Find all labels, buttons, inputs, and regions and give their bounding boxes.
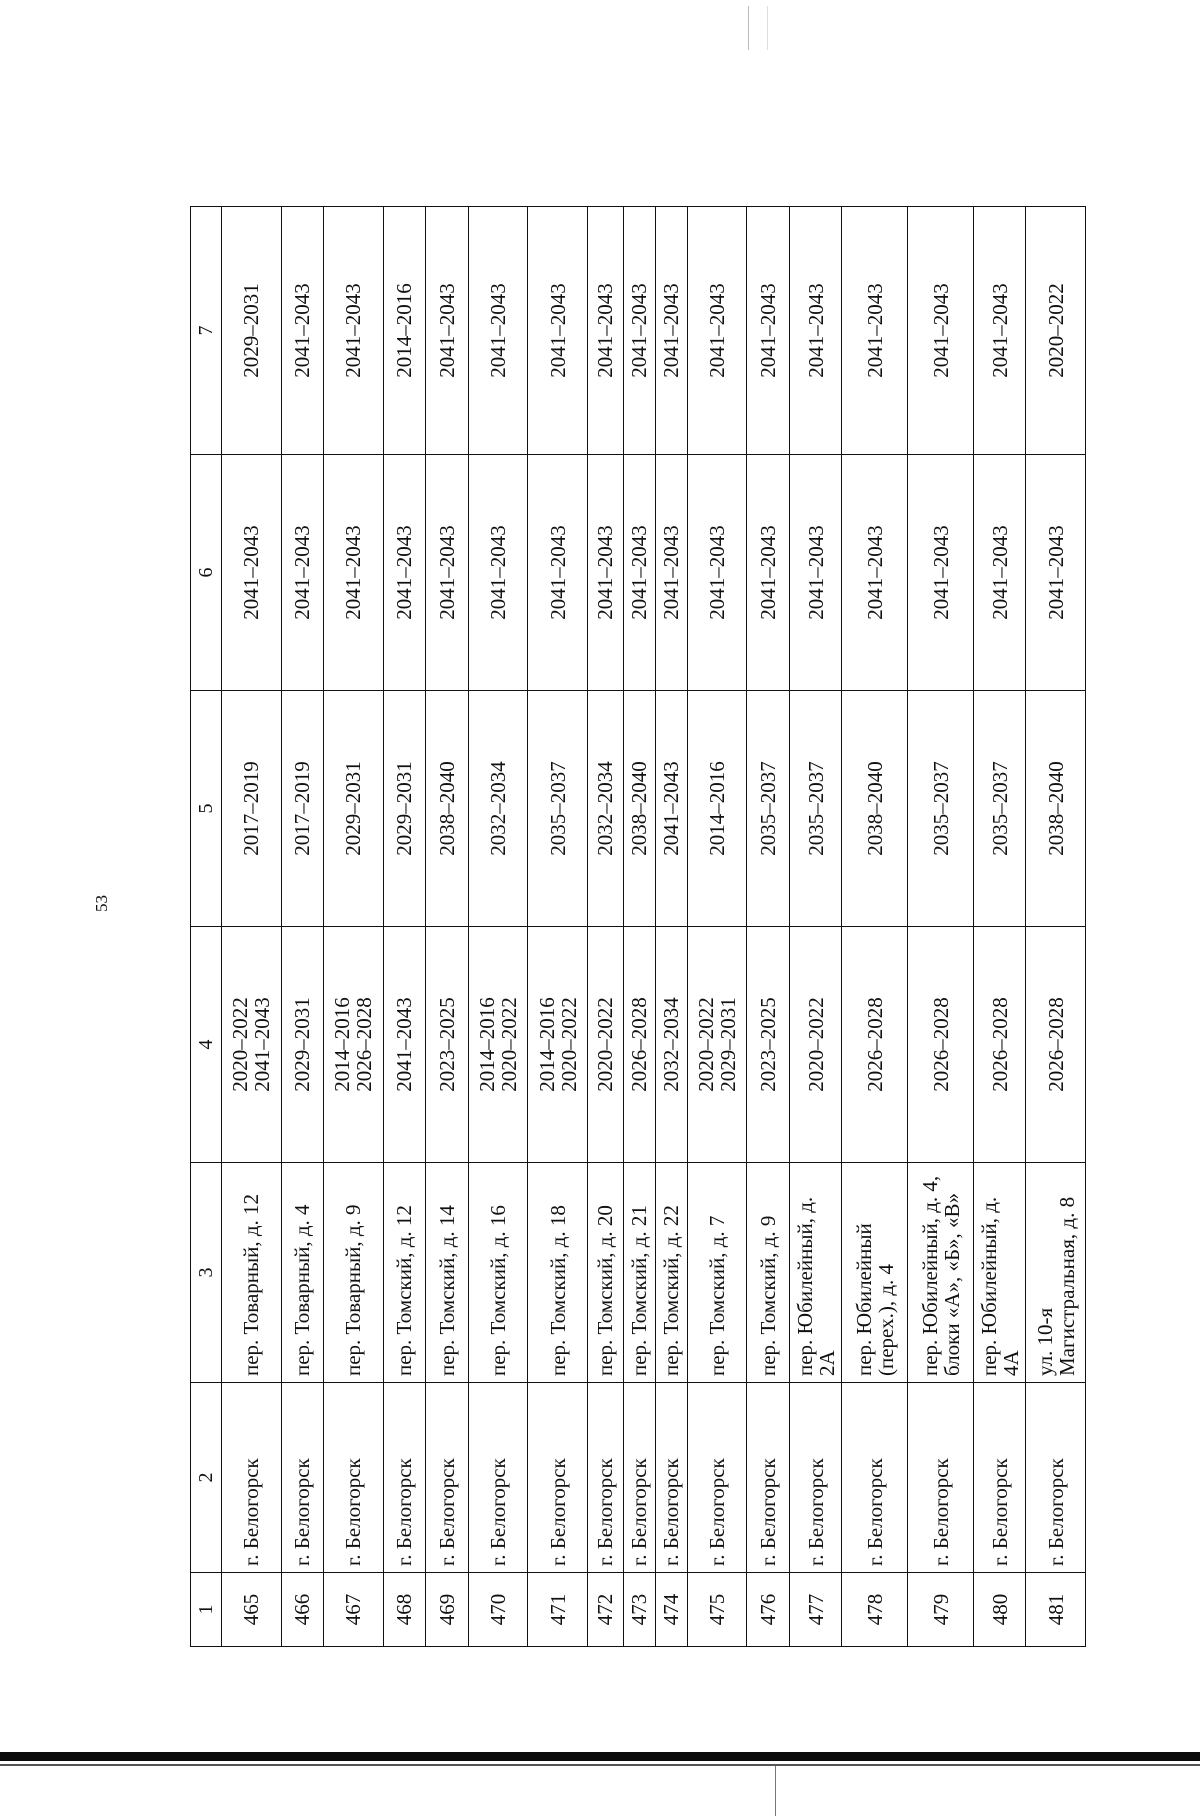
period-col6-cell: 2041–2043 [528,455,588,691]
period-col7-cell: 2041–2043 [468,207,528,455]
table-row [324,207,384,1647]
period-col5-cell: 2041–2043 [655,691,687,927]
period-col4-cell: 2026–2028 [1026,927,1086,1163]
scan-bottom-bar [0,1752,1200,1761]
address-cell: пер. Томский, д. 21 [624,1163,656,1383]
column-header-1: 1 [191,1573,222,1647]
schedule-table-container [190,207,1086,1647]
city-cell: г. Белогорск [747,1383,790,1573]
row-number: 473 [624,1573,656,1647]
scan-bottom-line [0,1764,1200,1766]
row-number: 467 [324,1573,384,1647]
period-col6-cell: 2041–2043 [747,455,790,691]
row-number: 474 [655,1573,687,1647]
column-header-2: 2 [191,1383,222,1573]
period-col4-cell: 2020–2022 [587,927,623,1163]
table-row [974,207,1026,1647]
period-col7-cell: 2041–2043 [974,207,1026,455]
period-col7-cell: 2041–2043 [587,207,623,455]
period-col5-cell: 2029–2031 [324,691,384,927]
row-number: 471 [528,1573,588,1647]
address-cell: пер. Товарный, д. 9 [324,1163,384,1383]
table-row [383,207,426,1647]
schedule-table [190,206,1086,1647]
period-col6-cell: 2041–2043 [468,455,528,691]
address-cell: пер. Юбилейный (перех.), д. 4 [842,1163,908,1383]
column-header-7: 7 [191,207,222,455]
period-col4-cell: 2032–2034 [655,927,687,1163]
table-row [468,207,528,1647]
table-row [624,207,656,1647]
row-number: 465 [222,1573,282,1647]
period-col6-cell: 2041–2043 [281,455,324,691]
period-col7-cell: 2041–2043 [687,207,747,455]
city-cell: г. Белогорск [324,1383,384,1573]
table-row [587,207,623,1647]
row-number: 480 [974,1573,1026,1647]
city-cell: г. Белогорск [789,1383,841,1573]
period-col5-cell: 2038–2040 [842,691,908,927]
column-header-4: 4 [191,927,222,1163]
period-col7-cell: 2041–2043 [528,207,588,455]
address-cell: пер. Юбилейный, д. 2А [789,1163,841,1383]
table-row [281,207,324,1647]
period-col6-cell: 2041–2043 [426,455,469,691]
period-col4-cell: 2026–2028 [974,927,1026,1163]
period-col5-cell: 2032–2034 [468,691,528,927]
row-number: 470 [468,1573,528,1647]
city-cell: г. Белогорск [587,1383,623,1573]
row-number: 466 [281,1573,324,1647]
period-col6-cell: 2041–2043 [624,455,656,691]
period-col4-cell: 2014–2016 2020–2022 [528,927,588,1163]
table-row [655,207,687,1647]
address-cell: пер. Томский, д. 9 [747,1163,790,1383]
period-col7-cell: 2041–2043 [655,207,687,455]
period-col4-cell: 2014–2016 2026–2028 [324,927,384,1163]
city-cell: г. Белогорск [908,1383,974,1573]
table-row [528,207,588,1647]
table-body [222,207,1086,1647]
period-col6-cell: 2041–2043 [842,455,908,691]
period-col5-cell: 2032–2034 [587,691,623,927]
period-col5-cell: 2035–2037 [974,691,1026,927]
city-cell: г. Белогорск [222,1383,282,1573]
period-col6-cell: 2041–2043 [687,455,747,691]
scan-bottom-tick [775,1766,776,1816]
table-row [747,207,790,1647]
row-number: 472 [587,1573,623,1647]
row-number: 476 [747,1573,790,1647]
period-col7-cell: 2041–2043 [789,207,841,455]
city-cell: г. Белогорск [426,1383,469,1573]
row-number: 481 [1026,1573,1086,1647]
table-header-row [191,207,222,1647]
period-col7-cell: 2041–2043 [842,207,908,455]
period-col7-cell: 2041–2043 [324,207,384,455]
period-col5-cell: 2014–2016 [687,691,747,927]
period-col7-cell: 2041–2043 [624,207,656,455]
period-col5-cell: 2038–2040 [624,691,656,927]
period-col7-cell: 2041–2043 [908,207,974,455]
period-col5-cell: 2035–2037 [789,691,841,927]
period-col6-cell: 2041–2043 [1026,455,1086,691]
row-number: 469 [426,1573,469,1647]
address-cell: пер. Томский, д. 12 [383,1163,426,1383]
period-col4-cell: 2026–2028 [842,927,908,1163]
column-header-3: 3 [191,1163,222,1383]
period-col6-cell: 2041–2043 [789,455,841,691]
table-row [842,207,908,1647]
period-col6-cell: 2041–2043 [908,455,974,691]
row-number: 478 [842,1573,908,1647]
address-cell: пер. Товарный, д. 12 [222,1163,282,1383]
address-cell: ул. 10-я Магистральная, д. 8 [1026,1163,1086,1383]
period-col4-cell: 2014–2016 2020–2022 [468,927,528,1163]
period-col4-cell: 2029–2031 [281,927,324,1163]
city-cell: г. Белогорск [974,1383,1026,1573]
city-cell: г. Белогорск [655,1383,687,1573]
address-cell: пер. Томский, д. 16 [468,1163,528,1383]
table-row [789,207,841,1647]
period-col5-cell: 2038–2040 [426,691,469,927]
address-cell: пер. Томский, д. 22 [655,1163,687,1383]
city-cell: г. Белогорск [624,1383,656,1573]
row-number: 468 [383,1573,426,1647]
period-col5-cell: 2017–2019 [281,691,324,927]
period-col4-cell: 2041–2043 [383,927,426,1163]
table-row [908,207,974,1647]
city-cell: г. Белогорск [468,1383,528,1573]
city-cell: г. Белогорск [1026,1383,1086,1573]
column-header-6: 6 [191,455,222,691]
address-cell: пер. Томский, д. 7 [687,1163,747,1383]
period-col6-cell: 2041–2043 [383,455,426,691]
table-row [426,207,469,1647]
table-row [1026,207,1086,1647]
period-col5-cell: 2035–2037 [908,691,974,927]
period-col6-cell: 2041–2043 [655,455,687,691]
period-col7-cell: 2029–2031 [222,207,282,455]
address-cell: пер. Юбилейный, д. 4, блоки «А», «Б», «В» [908,1163,974,1383]
address-cell: пер. Томский, д. 18 [528,1163,588,1383]
period-col4-cell: 2020–2022 [789,927,841,1163]
period-col4-cell: 2026–2028 [624,927,656,1163]
row-number: 477 [789,1573,841,1647]
city-cell: г. Белогорск [383,1383,426,1573]
address-cell: пер. Томский, д. 20 [587,1163,623,1383]
period-col6-cell: 2041–2043 [587,455,623,691]
period-col4-cell: 2023–2025 [426,927,469,1163]
period-col7-cell: 2041–2043 [747,207,790,455]
period-col4-cell: 2026–2028 [908,927,974,1163]
period-col7-cell: 2041–2043 [426,207,469,455]
city-cell: г. Белогорск [842,1383,908,1573]
city-cell: г. Белогорск [528,1383,588,1573]
period-col6-cell: 2041–2043 [324,455,384,691]
period-col7-cell: 2041–2043 [281,207,324,455]
city-cell: г. Белогорск [687,1383,747,1573]
period-col4-cell: 2020–2022 2041–2043 [222,927,282,1163]
scan-artifact-mark [748,6,768,50]
period-col4-cell: 2020–2022 2029–2031 [687,927,747,1163]
period-col5-cell: 2017–2019 [222,691,282,927]
column-header-5: 5 [191,691,222,927]
address-cell: пер. Товарный, д. 4 [281,1163,324,1383]
page-number: 53 [92,895,111,912]
table-row [687,207,747,1647]
period-col5-cell: 2035–2037 [747,691,790,927]
period-col5-cell: 2029–2031 [383,691,426,927]
period-col6-cell: 2041–2043 [222,455,282,691]
period-col6-cell: 2041–2043 [974,455,1026,691]
table-row [222,207,282,1647]
period-col5-cell: 2038–2040 [1026,691,1086,927]
period-col7-cell: 2014–2016 [383,207,426,455]
address-cell: пер. Томский, д. 14 [426,1163,469,1383]
city-cell: г. Белогорск [281,1383,324,1573]
address-cell: пер. Юбилейный, д. 4А [974,1163,1026,1383]
row-number: 475 [687,1573,747,1647]
period-col7-cell: 2020–2022 [1026,207,1086,455]
period-col5-cell: 2035–2037 [528,691,588,927]
period-col4-cell: 2023–2025 [747,927,790,1163]
row-number: 479 [908,1573,974,1647]
